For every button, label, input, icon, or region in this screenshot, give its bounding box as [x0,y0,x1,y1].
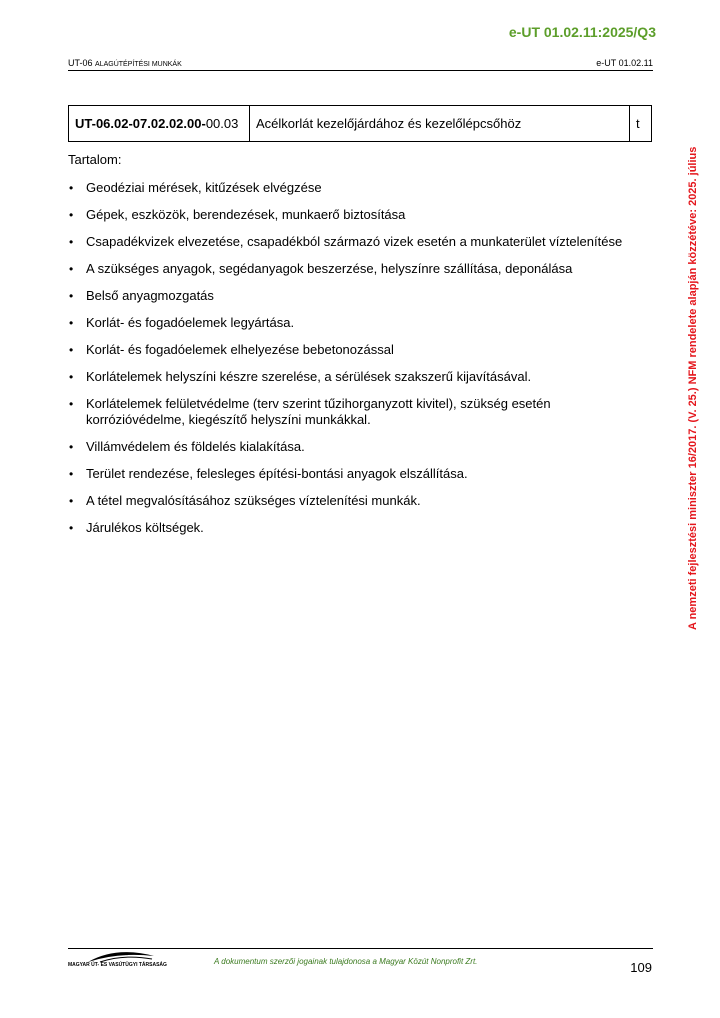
list-item-text: A tétel megvalósításához szükséges víztelenítési munkák. [86,493,421,508]
list-item [68,261,648,277]
list-item [68,288,648,304]
list-item [68,493,648,509]
content-section [68,152,648,547]
item-row [69,106,652,142]
list-item-text: Belső anyagmozgatás [86,288,214,303]
list-item-text: Geodéziai mérések, kitűzések elvégzése [86,180,322,195]
chapter-heading [68,58,182,68]
item-code-main: UT-06.02-07.02.02.00- [75,116,206,131]
bullet-icon: • [69,494,74,508]
bullet-icon: • [69,262,74,276]
item-code [69,106,250,142]
list-item [68,342,648,358]
list-item [68,234,648,250]
list-item [68,396,648,428]
item-description: Acélkorlát kezelőjárdához és kezelőlépcsőhöz [250,106,630,142]
list-item [68,315,648,331]
side-publication-note [686,96,700,630]
chapter-code: UT-06 [68,58,93,68]
side-note-text: A nemzeti fejlesztési miniszter 16/2017. (V. 25.) NFM rendelete alapján közzétéve: 2025. július [687,146,699,630]
list-item-text: Korlátelemek felületvédelme (terv szerint tűzihorganyzott kivitel), szükség esetén korrózióvédelme, kiegészítő helyszíni munkákkal. [86,396,551,427]
content-title: Tartalom: [68,152,122,167]
item-code-suffix: 00.03 [205,116,239,131]
running-header [68,58,653,71]
list-item [68,466,648,482]
list-item-text: Korlátelemek helyszíni készre szerelése, a sérülések szakszerű kijavításával. [86,369,532,384]
bullet-icon: • [69,370,74,384]
list-item [68,207,648,223]
list-item-text: Villámvédelem és földelés kialakítása. [86,439,305,454]
bullet-icon: • [69,208,74,222]
bullet-icon: • [69,289,74,303]
bullet-icon: • [69,467,74,481]
bullet-icon: • [69,440,74,454]
society-logo [68,950,168,972]
item-table [68,105,652,142]
list-item-text: Járulékos költségek. [86,520,204,535]
list-item [68,369,648,385]
list-item-text: Terület rendezése, felesleges építési-bontási anyagok elszállítása. [86,466,468,481]
list-item-text: Korlát- és fogadóelemek legyártása. [86,315,295,330]
bullet-icon: • [69,235,74,249]
page-number: 109 [630,960,652,975]
list-item [68,180,648,196]
list-item [68,439,648,455]
list-item-text: A szükséges anyagok, segédanyagok beszerzése, helyszínre szállítása, deponálása [86,261,573,276]
copyright-notice: A dokumentum szerzői jogainak tulajdonosa a Magyar Közút Nonprofit Zrt. [214,957,478,966]
logo-text: MAGYAR ÚT- ÉS VASÚTÜGYI TÁRSASÁG [68,962,167,968]
bullet-icon: • [69,343,74,357]
standard-reference: e-UT 01.02.11 [596,58,653,68]
list-item [68,520,648,536]
footer-divider [68,948,653,949]
list-item-text: Korlát- és fogadóelemek elhelyezése bebetonozással [86,342,394,357]
bullet-icon: • [69,397,74,411]
chapter-title: ALAGÚTÉPÍTÉSI MUNKÁK [95,61,182,68]
list-item-text: Csapadékvizek elvezetése, csapadékból származó vizek esetén a munkaterület víztelenítése [86,234,623,249]
bullet-icon: • [69,316,74,330]
document-code: e-UT 01.02.11:2025/Q3 [508,24,656,40]
item-unit: t [630,106,652,142]
list-item-text: Gépek, eszközök, berendezések, munkaerő biztosítása [86,207,406,222]
bullet-icon: • [69,181,74,195]
bullet-icon: • [69,521,74,535]
content-list [68,180,648,536]
